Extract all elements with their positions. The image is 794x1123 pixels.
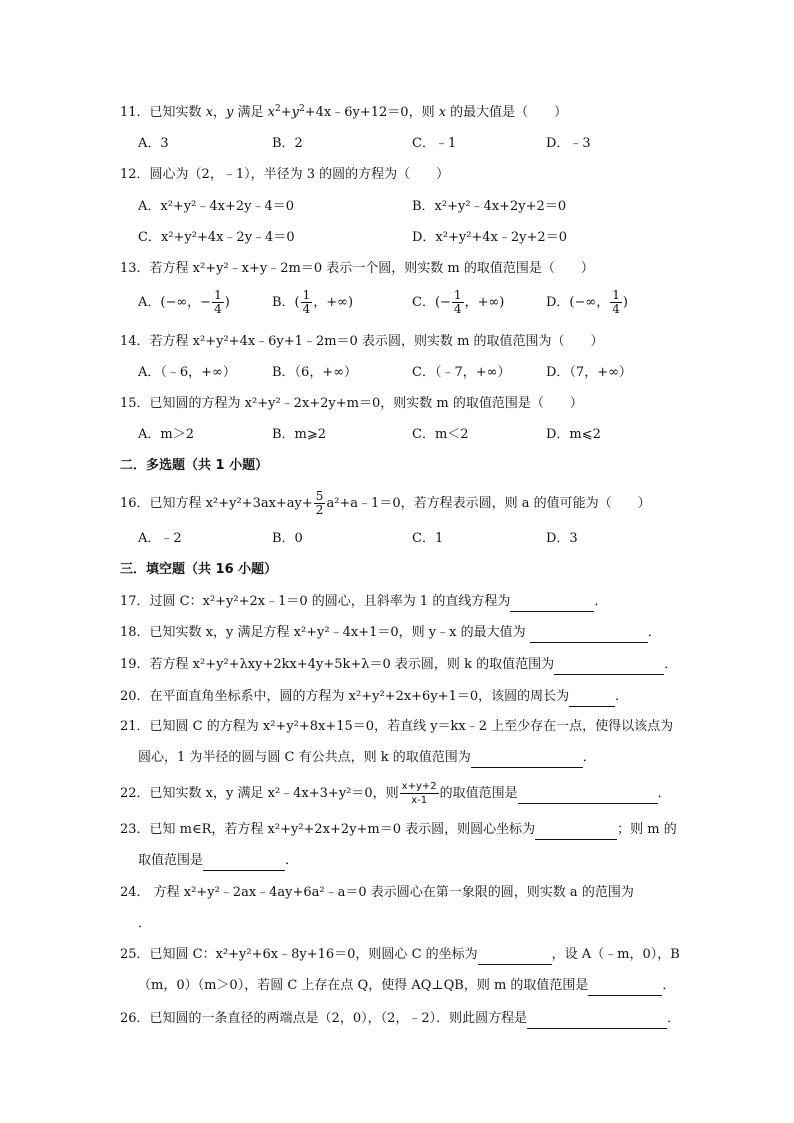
- q22-answer-blank[interactable]: [518, 785, 658, 804]
- q16-option-d[interactable]: D．3: [546, 531, 578, 546]
- q12-option-a[interactable]: A．x²+y²﹣4x+2y﹣4＝0: [138, 199, 295, 214]
- q11-var-x: x: [205, 105, 214, 120]
- q18-answer-blank[interactable]: [530, 624, 648, 643]
- q17-end: ．: [594, 594, 608, 609]
- q22-fraction: $\frac{x+y+2}{x-1}$: [401, 781, 437, 806]
- q12-text: 圆心为（2，﹣1），半径为 3 的圆的方程为（ ）: [149, 167, 450, 182]
- q19-number: 19．: [120, 657, 150, 672]
- q17-text: 过圆 C：x²+y²+2x﹣1＝0 的圆心，且斜率为 1 的直线方程为: [149, 594, 511, 609]
- q18-text: 已知实数 x，y 满足方程 x²+y²﹣4x+1＝0，则 y﹣x 的最大值为: [149, 625, 530, 640]
- section-heading-fill-in: 三．填空题（共 16 小题）: [120, 562, 278, 577]
- q26-number: 26．: [120, 1011, 150, 1026]
- q16-number: 16．: [120, 496, 150, 511]
- q15-option-c[interactable]: C．m＜2: [412, 427, 469, 442]
- q19-answer-blank[interactable]: [554, 656, 664, 675]
- q12-option-d[interactable]: D．x²+y²+4x﹣2y+2＝0: [412, 230, 567, 245]
- q11-number: 11．: [120, 105, 150, 120]
- q25-answer-blank-1[interactable]: [478, 946, 552, 965]
- question-21: [120, 718, 673, 736]
- q11-var-y: y: [226, 105, 234, 120]
- q16-text-a: 已知方程 x²+y²+3ax+ay+: [149, 496, 313, 511]
- q11-var-x2: x: [438, 105, 447, 120]
- q15-text: 已知圆的方程为 x²+y²﹣2x+2y+m＝0，则实数 m 的取值范围是（ ）: [149, 396, 583, 411]
- q11-sep: ，: [213, 105, 227, 120]
- q23-line1a: 已知 m∈R，若方程 x²+y²+2x+2y+m＝0 表示圆，则圆心坐标为: [149, 822, 536, 837]
- q12-option-c[interactable]: C．x²+y²+4x﹣2y﹣4＝0: [138, 230, 295, 245]
- q23-answer-blank-2[interactable]: [203, 852, 285, 871]
- question-15: [120, 395, 583, 413]
- question-20: [120, 688, 628, 707]
- q13-a-suffix: ): [224, 295, 230, 310]
- question-23: [120, 821, 677, 840]
- question-21-line2: [138, 749, 596, 768]
- question-11: [120, 104, 567, 122]
- q21-number: 21．: [120, 719, 150, 734]
- question-24: [120, 884, 634, 902]
- q14-option-c[interactable]: C．（﹣7，+∞）: [412, 365, 511, 380]
- q11-option-c[interactable]: C．﹣1: [412, 136, 457, 151]
- q23-end: ．: [285, 853, 299, 868]
- question-19: [120, 656, 677, 675]
- q13-option-b[interactable]: [272, 289, 353, 316]
- question-13: [120, 260, 594, 278]
- q13-d-fraction: $\frac{1}{4}$: [612, 288, 620, 316]
- question-14: [120, 333, 604, 351]
- q17-number: 17．: [120, 594, 150, 609]
- question-17: [120, 593, 607, 612]
- question-26: [120, 1010, 680, 1029]
- q25-answer-blank-2[interactable]: [588, 977, 662, 996]
- q13-b-fraction: $\frac{1}{4}$: [302, 288, 311, 316]
- q24-line2: ．: [138, 916, 152, 931]
- q22-text-b: 的取值范围是: [439, 786, 518, 801]
- q16-option-b[interactable]: B．0: [272, 531, 303, 546]
- q14-option-a[interactable]: A．（﹣6，+∞）: [138, 365, 236, 380]
- q21-end: ．: [582, 750, 596, 765]
- q23-number: 23．: [120, 822, 150, 837]
- q24-number: 24．: [120, 885, 150, 900]
- q11-option-b[interactable]: B．2: [272, 136, 303, 151]
- q20-number: 20．: [120, 689, 150, 704]
- question-25-line2: [138, 977, 675, 996]
- q11-option-a[interactable]: A．3: [138, 136, 169, 151]
- q11-text-d: 的最大值是（ ）: [446, 105, 568, 120]
- q19-text: 若方程 x²+y²+λxy+2kx+4y+5k+λ＝0 表示圆，则 k 的取值范围为: [149, 657, 555, 672]
- q11-sup-2: 2: [299, 104, 305, 114]
- q12-option-b[interactable]: B．x²+y²﹣4x+2y+2＝0: [412, 199, 567, 214]
- q13-b-suffix: ，+∞): [313, 295, 354, 310]
- q26-end: ．: [667, 1011, 681, 1026]
- q11-text-a: 已知实数: [149, 105, 206, 120]
- q16-option-c[interactable]: C．1: [412, 531, 444, 546]
- q11-option-d[interactable]: D．﹣3: [546, 136, 591, 151]
- q22-end: ．: [657, 786, 671, 801]
- q23-line2: 取值范围是: [138, 853, 204, 868]
- q13-option-c[interactable]: [412, 289, 504, 316]
- q13-d-suffix: ): [622, 295, 628, 310]
- q22-text-a: 已知实数 x，y 满足 x²﹣4x+3+y²＝0，则: [149, 786, 399, 801]
- q13-b-prefix: B．(: [272, 295, 300, 310]
- q15-number: 15．: [120, 396, 150, 411]
- q20-text: 在平面直角坐标系中，圆的方程为 x²+y²+2x+6y+1＝0，该圆的周长为: [149, 689, 570, 704]
- q25-end: ．: [662, 978, 676, 993]
- q25-number: 25．: [120, 947, 150, 962]
- q14-text: 若方程 x²+y²+4x﹣6y+1﹣2m＝0 表示圆，则实数 m 的取值范围为（ ）: [149, 334, 604, 349]
- q18-number: 18．: [120, 625, 150, 640]
- q13-d-prefix: D．(−∞，: [546, 295, 610, 310]
- question-25: [120, 946, 680, 965]
- q13-option-a[interactable]: [138, 289, 230, 316]
- q26-text: 已知圆的一条直径的两端点是（2，0），（2，﹣2）．则此圆方程是: [149, 1011, 528, 1026]
- q20-end: ．: [615, 689, 629, 704]
- q14-number: 14．: [120, 334, 150, 349]
- q21-answer-blank[interactable]: [471, 749, 583, 768]
- question-22: [120, 780, 671, 807]
- q11-eq-c: +4x﹣6y+12＝0: [304, 105, 409, 120]
- q16-fraction: $\frac{5}{2}$: [315, 489, 324, 517]
- q20-answer-blank[interactable]: [569, 688, 615, 707]
- q23-answer-blank-1[interactable]: [535, 821, 617, 840]
- q19-end: ．: [664, 657, 678, 672]
- q11-eq-a: x: [267, 105, 276, 120]
- q21-line2: 圆心，1 为半径的圆与圆 C 有公共点，则 k 的取值范围为: [138, 750, 471, 765]
- q18-end: ．: [647, 625, 661, 640]
- q21-line1: 已知圆 C 的方程为 x²+y²+8x+15＝0，若直线 y＝kx﹣2 上至少存在一点，使得以该点为: [149, 719, 674, 734]
- q11-text-b: 满足: [233, 105, 268, 120]
- q12-number: 12．: [120, 167, 150, 182]
- q25-line1a: 已知圆 C：x²+y²+6x﹣8y+16＝0，则圆心 C 的坐标为: [149, 947, 478, 962]
- q13-a-fraction: $\frac{1}{4}$: [214, 288, 222, 316]
- q13-c-fraction: $\frac{1}{4}$: [453, 288, 462, 316]
- q13-c-prefix: C．(−: [412, 295, 451, 310]
- q22-number: 22．: [120, 786, 150, 801]
- q11-text-c: ，则: [408, 105, 439, 120]
- q17-answer-blank[interactable]: [510, 593, 594, 612]
- q25-line1b: ，设 A（﹣m，0），B: [551, 947, 680, 962]
- q13-text: 若方程 x²+y²﹣x+y﹣2m＝0 表示一个圆，则实数 m 的取值范围是（ ）: [149, 261, 594, 276]
- q14-option-b[interactable]: B．（6，+∞）: [272, 365, 358, 380]
- question-23-line2: [138, 852, 298, 871]
- section-heading-multiple-choice: 二．多选题（共 1 小题）: [120, 458, 269, 473]
- q11-eq-b: +y: [280, 105, 299, 120]
- q13-c-suffix: ，+∞): [464, 295, 505, 310]
- q15-option-a[interactable]: A．m＞2: [138, 427, 194, 442]
- q16-option-a[interactable]: A．﹣2: [138, 531, 182, 546]
- q14-option-d[interactable]: D．（7，+∞）: [546, 365, 632, 380]
- question-18: [120, 624, 661, 643]
- q26-answer-blank[interactable]: [527, 1010, 667, 1029]
- q23-line1b: ；则 m 的: [617, 822, 677, 837]
- question-16: [120, 490, 651, 517]
- q15-option-b[interactable]: B．m⩾2: [272, 427, 327, 442]
- q11-sup-1: 2: [275, 104, 281, 114]
- q16-text-b: a²+a﹣1＝0，若方程表示圆，则 a 的值可能为（ ）: [326, 496, 651, 511]
- q24-line1: 方程 x²+y²﹣2ax﹣4ay+6a²﹣a＝0 表示圆心在第一象限的圆，则实数 a 的范围为: [149, 885, 634, 900]
- q13-option-d[interactable]: [546, 289, 628, 316]
- q13-number: 13．: [120, 261, 150, 276]
- q25-line2a: （m，0）（m＞0），若圆 C 上存在点 Q，使得 AQ⊥QB，则 m 的取值范围是: [138, 978, 589, 993]
- q15-option-d[interactable]: D．m⩽2: [546, 427, 601, 442]
- q13-a-prefix: A．(−∞，−: [138, 295, 212, 310]
- question-12: [120, 166, 449, 184]
